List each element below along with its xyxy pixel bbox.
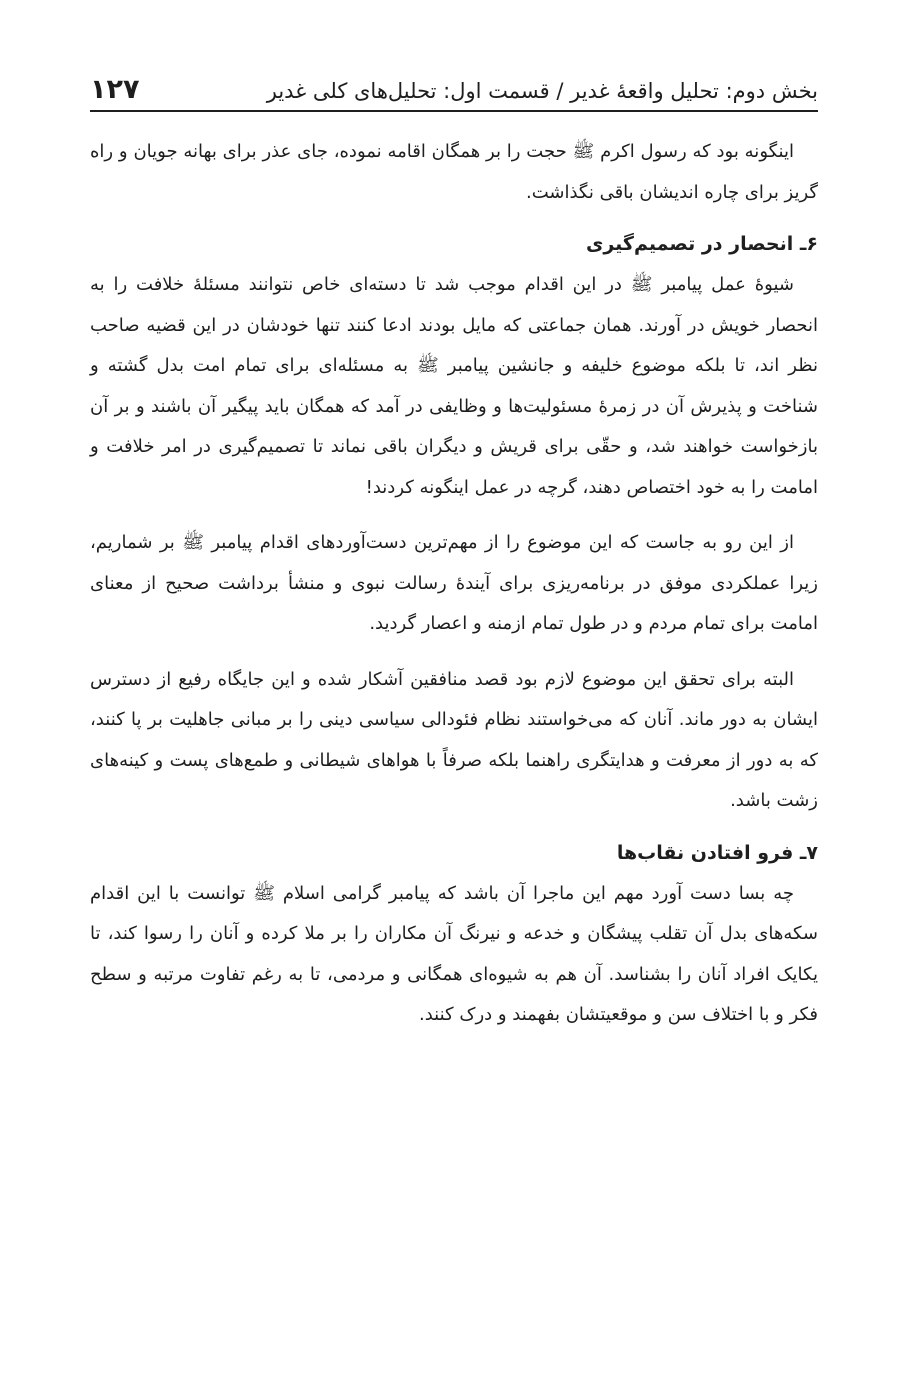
paragraph-2: شیوهٔ عمل پیامبر ﷺ در این اقدام موجب شد تا دسته‌ای خاص نتوانند مسئلهٔ خلافت را به انحصار خویش در آورند. همان جماعتی که مایل بودند ادعا کنند تنها خودشان در این قضیه صاحب نظر اند، تا بلکه موضوع خلیفه و جانشین پیامبر ﷺ به مسئله‌ای برای تمام امت بدل گشته و شناخت و پذیرش آن در زمرهٔ مسئولیت‌ها و وظایفی در آمد که همگان باید پیگیر آن باشند و بر آن بازخواست خواهند شد، و حقّی برای قریش و دیگران باقی نماند تا تصمیم‌گیری در امر خلافت و امامت را به خود اختصاص دهند، گرچه در عمل اینگونه کردند! bbox=[90, 274, 818, 498]
section-heading-7: ۷ـ فرو افتادن نقاب‌ها bbox=[616, 841, 818, 864]
page-body bbox=[90, 132, 818, 1036]
page-number: ۱۲۷ bbox=[90, 74, 140, 105]
paragraph-4: البته برای تحقق این موضوع لازم بود قصد منافقین آشکار شده و این جایگاه رفیع از دسترس ایشان به دور ماند. آنان که می‌خواستند نظام فئودالی سیاسی دینی را بر مبانی جاهلیت بر پا کنند، که به دور از معرفت و هدایتگری راهنما بلکه صرفاً با هواهای شیطانی و طمع‌های پست و کینه‌های زشت باشد. bbox=[90, 668, 818, 811]
paragraph-3: از این رو به جاست که این موضوع را از مهم‌ترین دست‌آوردهای اقدام پیامبر ﷺ بر شماریم، زیرا عملکردی موفق در برنامه‌ریزی برای آیندهٔ رسالت نبوی و منشأ برداشت صحیح از معنای امامت برای تمام مردم و در طول تمام ازمنه و اعصار گردید. bbox=[90, 532, 818, 634]
section-heading-6: ۶ـ انحصار در تصمیم‌گیری bbox=[585, 233, 818, 255]
page-header bbox=[90, 62, 818, 112]
paragraph-1: اینگونه بود که رسول اکرم ﷺ حجت را بر همگان اقامه نموده، جای عذر برای بهانه جویان و راه گریز برای چاره اندیشان باقی نگذاشت. bbox=[90, 141, 818, 203]
running-title: بخش دوم: تحلیل واقعهٔ غدیر / قسمت اول: تحلیل‌های کلی غدیر bbox=[266, 79, 818, 103]
book-page bbox=[90, 62, 818, 1036]
paragraph-5: چه بسا دست آورد مهم این ماجرا آن باشد که پیامبر گرامی اسلام ﷺ توانست با این اقدام سکه‌های بدل آن تقلب پیشگان و خدعه و نیرنگ آن مکاران را بر ملا کرده و آنان را رسوا کند، تا یکایک افراد آنان را بشناسد. آن هم به شیوه‌ای همگانی و مردمی، تا به رغم تفاوت مرتبه و سطح فکر و با اختلاف سن و موقعیتشان بفهمند و درک کنند. bbox=[90, 882, 818, 1025]
